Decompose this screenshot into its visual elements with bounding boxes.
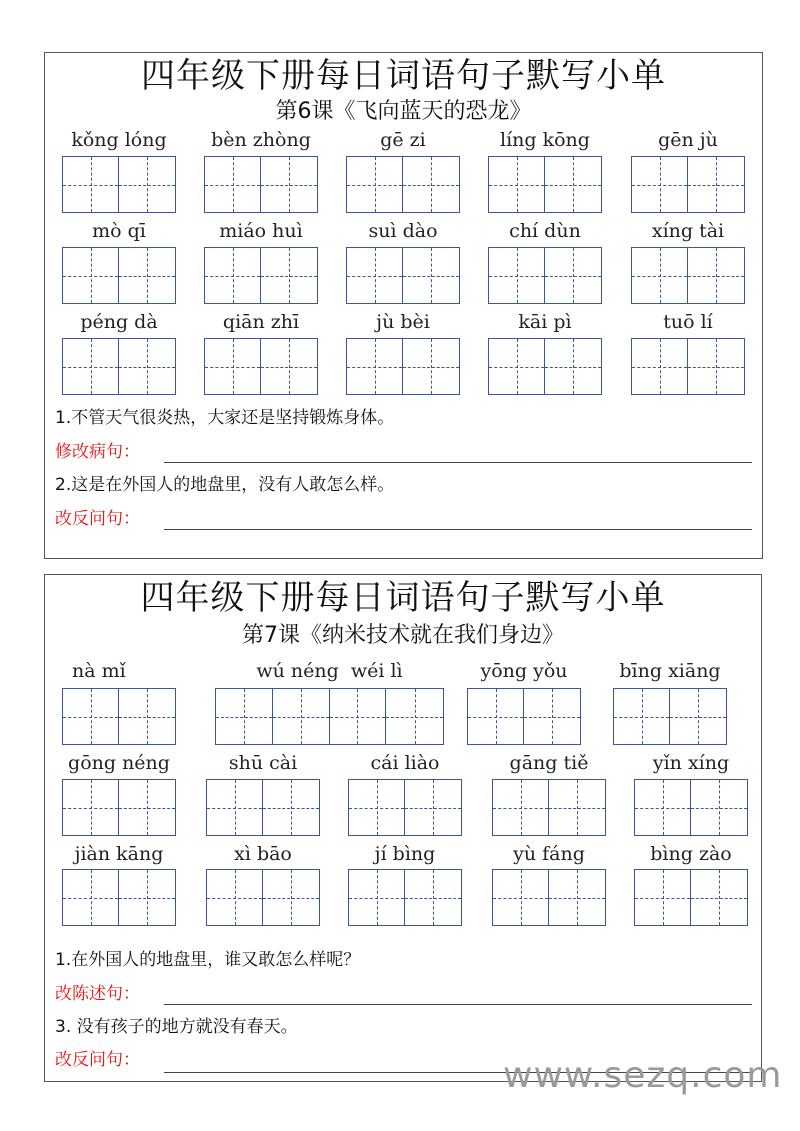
vocab-item [631,131,745,213]
vocab-item [62,845,176,929]
writing-grid[interactable] [62,869,176,926]
writing-grid[interactable] [204,338,318,395]
writing-grid[interactable] [62,156,176,213]
pinyin-label: xíng tài [651,220,725,242]
vocab-item [488,222,602,304]
writing-grid[interactable] [492,779,606,836]
writing-grid[interactable] [467,688,581,745]
answer-line[interactable] [164,529,752,530]
pinyin-label: péng dà [80,311,158,333]
pinyin-label: gāng tiě [509,752,589,774]
vocab-item [62,754,176,838]
pinyin-label: jiàn kāng [74,843,164,865]
writing-grid[interactable] [634,779,748,836]
vocab-item [613,662,727,746]
writing-grid[interactable] [488,247,602,304]
exercise-sentence: 3. 没有孩子的地方就没有春天。 [55,1017,298,1037]
vocab-item [488,131,602,213]
vocab-item [204,131,318,213]
vocab-item [346,222,460,304]
pinyin-label: gē zi [380,129,426,151]
vocab-item [492,754,606,838]
vocab-item [467,662,581,746]
pinyin-label: bìng zào [650,843,732,865]
lesson-subtitle: 第6课《飞向蓝天的恐龙》 [275,99,532,124]
writing-grid[interactable] [62,247,176,304]
vocab-item [634,754,748,838]
pinyin-label: chí dùn [509,220,581,242]
pinyin-label: bèn zhòng [211,129,311,151]
writing-grid[interactable] [492,869,606,926]
pinyin-label: yù fáng [513,843,585,865]
writing-grid[interactable] [346,247,460,304]
writing-grid[interactable] [206,869,320,926]
writing-grid[interactable] [631,156,745,213]
pinyin-label: kǒng lóng [71,129,167,151]
lesson-subtitle: 第7课《纳米技术就在我们身边》 [242,623,564,648]
vocab-item [62,313,176,395]
pinyin-label: jí bìng [374,843,436,865]
writing-grid[interactable] [204,156,318,213]
pinyin-label: líng kōng [500,129,590,151]
vocab-item [631,313,745,395]
pinyin-label: suì dào [368,220,438,242]
writing-grid[interactable] [631,247,745,304]
exercise-sentence: 1.在外国人的地盘里，谁又敢怎么样呢？ [55,950,361,970]
pinyin-label: wú néng wéi lì [256,660,403,682]
vocab-item [631,222,745,304]
pinyin-label: cái liào [370,752,440,774]
vocab-item [346,131,460,213]
writing-grid[interactable] [613,688,727,745]
exercise-prompt: 改反问句： [55,1050,140,1070]
vocab-item [215,662,444,746]
exercise-sentence: 2.这是在外国人的地盘里，没有人敢怎么样。 [55,475,395,495]
writing-grid[interactable] [631,338,745,395]
exercise-prompt: 修改病句： [55,442,140,462]
writing-grid[interactable] [346,156,460,213]
site-watermark: www.sezq.com [503,1055,783,1096]
pinyin-label: gēn jù [658,129,718,151]
pinyin-label: bīng xiāng [619,660,721,682]
writing-grid[interactable] [348,869,462,926]
writing-grid[interactable] [346,338,460,395]
pinyin-label: gōng néng [68,752,170,774]
vocab-item [488,313,602,395]
pinyin-label: jù bèi [376,311,430,333]
vocab-item [492,845,606,929]
pinyin-label: qiān zhī [222,311,300,333]
writing-grid[interactable] [215,688,444,745]
writing-grid[interactable] [62,338,176,395]
vocab-item [62,662,176,746]
worksheet-title: 四年级下册每日词语句子默写小单 [140,578,666,618]
writing-grid[interactable] [206,779,320,836]
pinyin-label: nà mǐ [72,660,126,682]
vocab-item [62,222,176,304]
pinyin-label: shū cài [228,752,298,774]
vocab-item [346,313,460,395]
writing-grid[interactable] [488,156,602,213]
answer-line[interactable] [164,462,752,463]
exercise-prompt: 改反问句： [55,509,140,529]
pinyin-label: yǐn xíng [652,752,730,774]
vocab-item [348,845,462,929]
writing-grid[interactable] [62,688,176,745]
vocab-item [62,131,176,213]
vocab-item [348,754,462,838]
writing-grid[interactable] [634,869,748,926]
writing-grid[interactable] [62,779,176,836]
vocab-item [204,313,318,395]
exercise-prompt: 改陈述句： [55,984,140,1004]
writing-grid[interactable] [348,779,462,836]
pinyin-label: yōng yǒu [480,660,568,682]
writing-grid[interactable] [204,247,318,304]
answer-line[interactable] [164,1004,752,1005]
writing-grid[interactable] [488,338,602,395]
vocab-item [206,845,320,929]
worksheet-lesson-7 [44,574,762,1082]
exercise-sentence: 1.不管天气很炎热，大家还是坚持锻炼身体。 [55,408,395,428]
worksheet-lesson-6 [44,52,763,559]
pinyin-label: mò qī [92,220,146,242]
vocab-item [204,222,318,304]
pinyin-label: tuō lí [663,311,713,333]
vocab-item [206,754,320,838]
worksheet-title: 四年级下册每日词语句子默写小单 [141,56,666,96]
pinyin-label: xì bāo [234,843,292,865]
vocab-item [634,845,748,929]
pinyin-label: miáo huì [219,220,303,242]
pinyin-label: kāi pì [518,311,572,333]
